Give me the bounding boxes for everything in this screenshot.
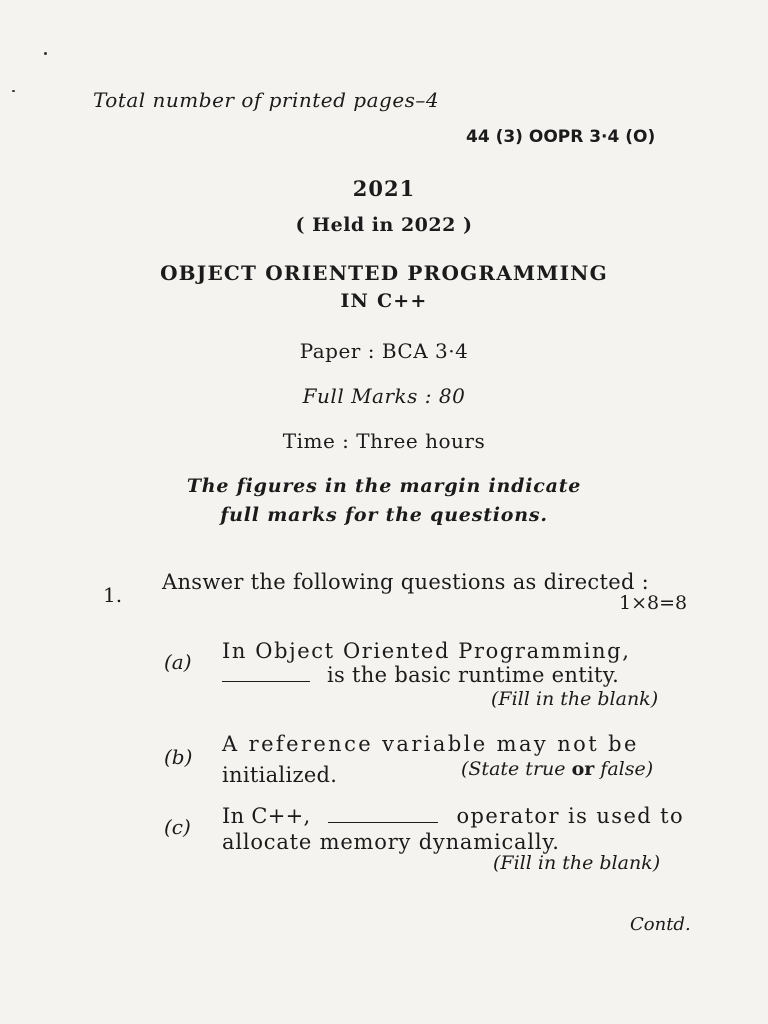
part-c-line1-pre: In C++, bbox=[222, 804, 311, 828]
part-c-hint: (Fill in the blank) bbox=[493, 852, 661, 874]
part-b-hint-post: false) bbox=[594, 758, 654, 780]
speck bbox=[44, 52, 47, 55]
question-text: Answer the following questions as directed : bbox=[162, 570, 650, 594]
speck bbox=[12, 90, 15, 92]
part-b-line1: A reference variable may not be bbox=[222, 732, 639, 756]
part-label-a: (a) bbox=[164, 650, 192, 674]
printed-pages-note: Total number of printed pages–4 bbox=[93, 88, 440, 112]
contd-label: Contd. bbox=[630, 914, 691, 935]
part-b-line2: initialized. bbox=[222, 763, 338, 787]
part-label-b: (b) bbox=[164, 745, 193, 769]
fill-blank bbox=[328, 821, 438, 823]
question-number: 1. bbox=[103, 583, 123, 607]
part-a-hint: (Fill in the blank) bbox=[491, 688, 659, 710]
subject-title-line2: IN C++ bbox=[340, 290, 428, 312]
held-in: ( Held in 2022 ) bbox=[295, 214, 473, 236]
instruction-line1: The figures in the margin indicate bbox=[186, 475, 582, 497]
part-c-line1 bbox=[222, 804, 684, 828]
paper-code-line: Paper : BCA 3·4 bbox=[299, 339, 469, 363]
part-c-line1-post: operator is used to bbox=[456, 804, 685, 828]
part-a-line2 bbox=[222, 663, 619, 687]
question-marks: 1×8=8 bbox=[619, 592, 688, 614]
paper-code: 44 (3) OOPR 3·4 (O) bbox=[466, 127, 656, 147]
instruction-line2: full marks for the questions. bbox=[220, 504, 548, 526]
subject-title-line1: OBJECT ORIENTED PROGRAMMING bbox=[160, 261, 608, 285]
part-c-line2: allocate memory dynamically. bbox=[222, 830, 560, 854]
part-b-hint-pre: (State true bbox=[461, 758, 572, 780]
fill-blank bbox=[222, 680, 310, 682]
exam-time: Time : Three hours bbox=[282, 429, 486, 453]
part-b-hint bbox=[461, 758, 653, 780]
part-a-line1: In Object Oriented Programming, bbox=[222, 639, 631, 663]
part-b-hint-or: or bbox=[571, 758, 595, 780]
exam-year: 2021 bbox=[352, 176, 416, 201]
part-label-c: (c) bbox=[164, 815, 191, 839]
part-a-line2-text: is the basic runtime entity. bbox=[326, 663, 620, 687]
full-marks: Full Marks : 80 bbox=[302, 384, 466, 408]
